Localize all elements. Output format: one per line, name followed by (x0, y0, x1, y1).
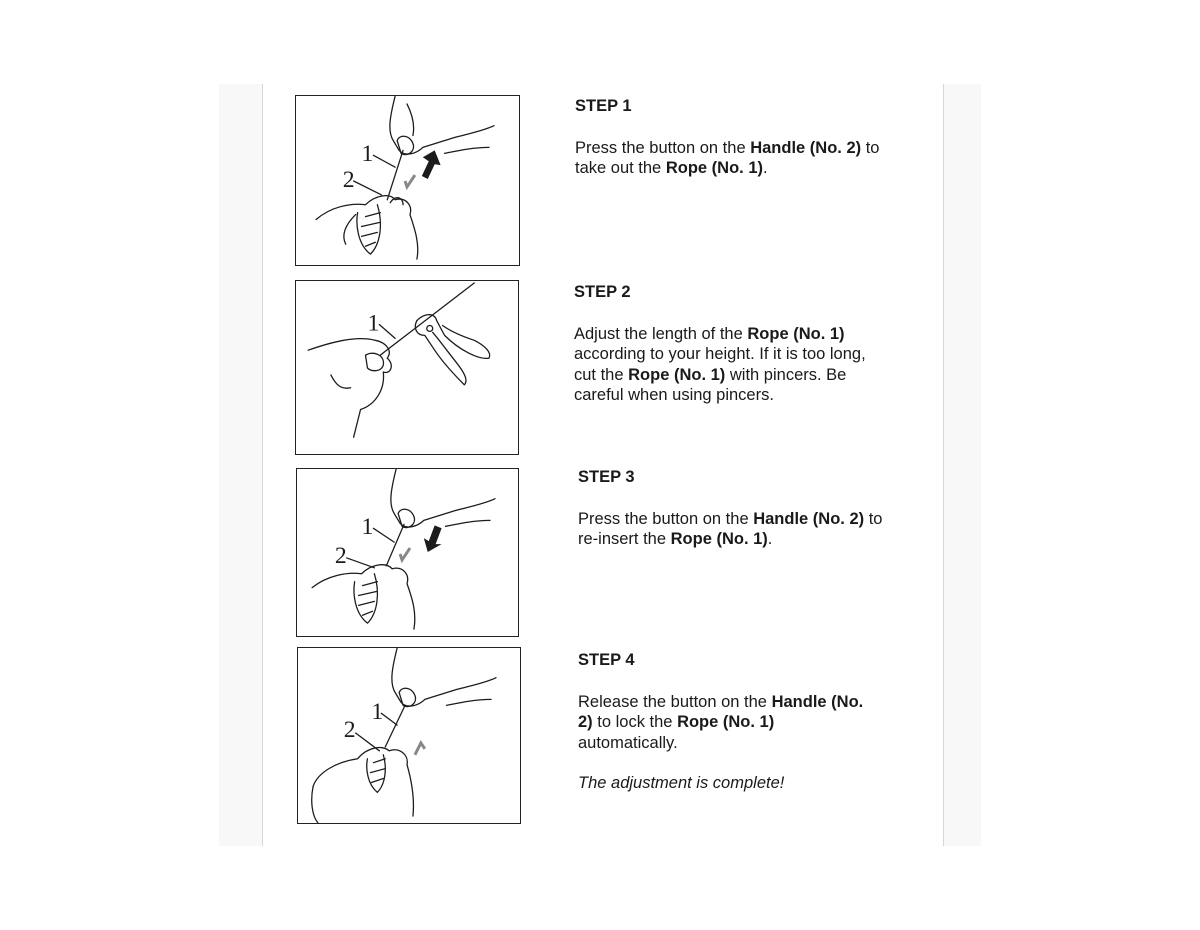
step-4-illustration (297, 647, 521, 824)
step-3-text (578, 467, 898, 550)
bold-term: Rope (No. 1) (747, 324, 845, 343)
completion-note: The adjustment is complete! (578, 774, 785, 792)
step-2-text (574, 282, 890, 406)
text-run: Press the button on the (575, 138, 751, 157)
text-run: according to your height. If it is too long, cut the (574, 345, 866, 384)
step-1-callout-2: 2 (342, 166, 355, 193)
step-4-body (578, 692, 868, 754)
step-2-illustration (295, 280, 519, 455)
step-3-title: STEP 3 (578, 468, 635, 486)
text-run: to lock the (592, 713, 678, 731)
step-4-callout-2: 2 (343, 716, 356, 743)
step-4-text (578, 650, 868, 794)
bold-term: Rope (No. 1) (665, 159, 763, 177)
bold-term: Handle (No. 2) (753, 509, 865, 528)
step-1-body (575, 138, 895, 179)
step-3-illustration (296, 468, 519, 637)
bold-term: Handle (No. 2) (750, 138, 862, 157)
step-3-callout-2: 2 (334, 542, 347, 569)
text-run: to re-insert the (578, 509, 883, 548)
bold-term: Rope (No. 1) (670, 530, 768, 548)
step-1-title: STEP 1 (575, 97, 632, 115)
text-run: with pincers. Be careful when using pincers. (574, 365, 847, 404)
step-1-text (575, 96, 895, 179)
step-2-callout-1: 1 (367, 310, 380, 337)
text-run: to take out the (575, 138, 880, 177)
text-run: Release the button on the (578, 692, 772, 711)
bold-term: Rope (No. 1) (628, 365, 726, 384)
step-3-callout-1: 1 (361, 514, 374, 541)
step-1-illustration (295, 95, 520, 266)
text-run: automatically. (578, 733, 678, 752)
step-4-title: STEP 4 (578, 651, 635, 669)
bold-term: Rope (No. 1) (677, 713, 775, 731)
step-1-callout-1: 1 (361, 141, 374, 168)
step-3-body (578, 509, 898, 550)
text-run: Press the button on the (578, 509, 754, 528)
step-2-body (574, 324, 890, 406)
step-2-title: STEP 2 (574, 283, 631, 301)
text-run: Adjust the length of the (574, 324, 748, 343)
bold-term: Handle (No. 2) (578, 692, 864, 731)
step-4-callout-1: 1 (371, 699, 384, 726)
text-run: . (767, 530, 773, 548)
text-run: . (763, 159, 768, 177)
